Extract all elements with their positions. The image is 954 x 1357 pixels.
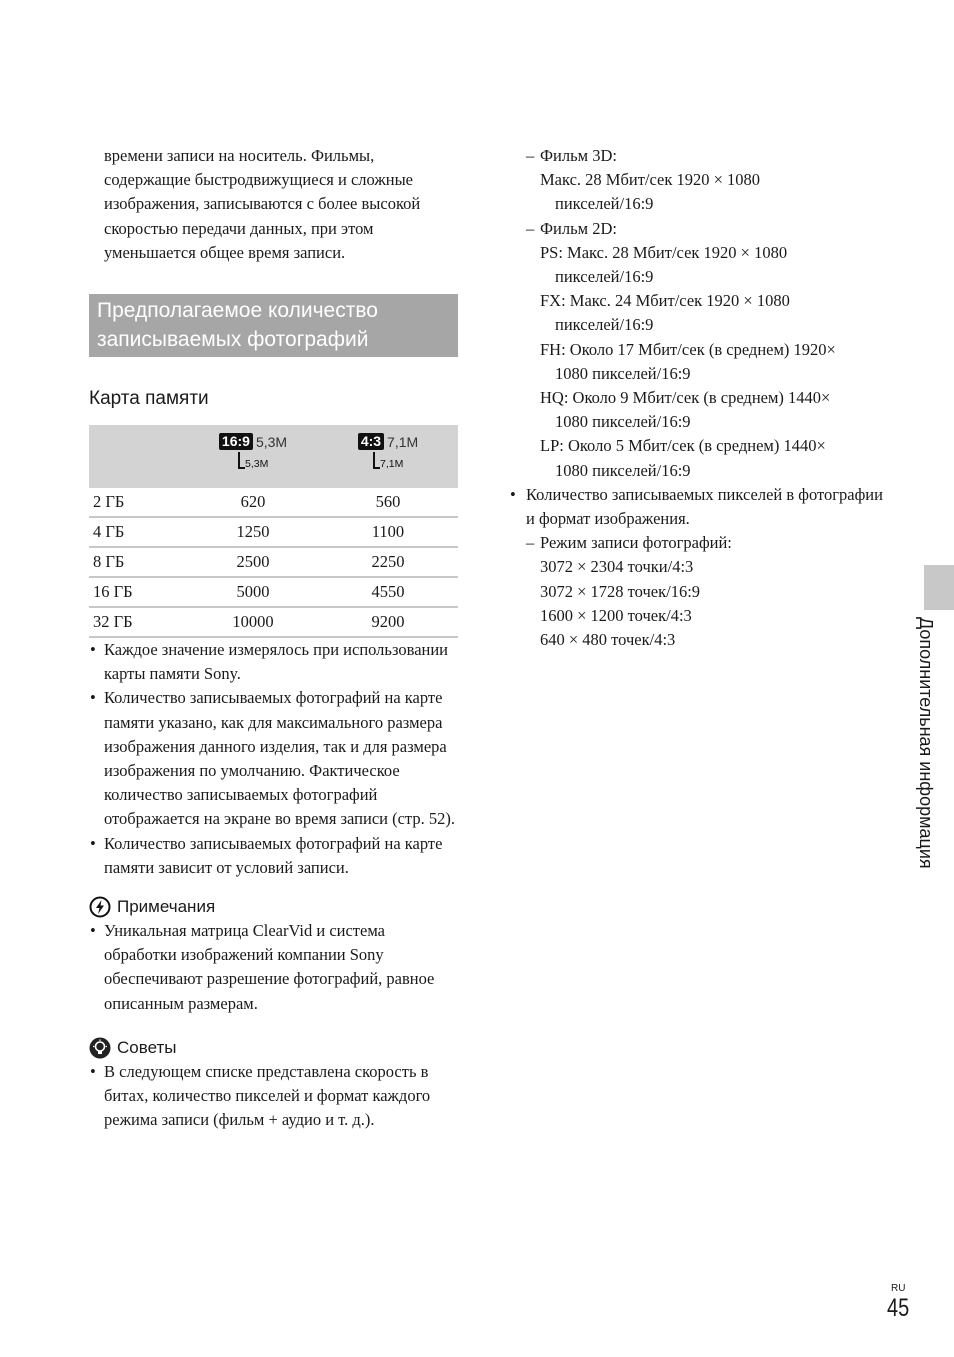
list-item: • Количество записываемых фотографий на карте памяти зависит от условий записи.: [89, 832, 459, 880]
list-item: • Уникальная матрица ClearVid и система обработки изображений компании Sony обеспечивают разрешение фотографий, равное описанным размерам.: [89, 919, 459, 1016]
film-3d-line2: пикселей/16:9: [555, 194, 654, 214]
cell-value: 5000: [188, 577, 318, 607]
table-header-col2: [318, 425, 458, 488]
tips-title: Советы: [117, 1037, 177, 1057]
notes-title: Примечания: [117, 897, 216, 917]
cell-value: 1250: [188, 517, 318, 547]
ratio-16-9-icon: 16:9: [219, 433, 253, 450]
mode-line: FX: Макс. 24 Мбит/сек 1920 × 1080: [540, 291, 790, 311]
film-2d-item: – Фильм 2D:: [526, 218, 617, 238]
cell-value: 10000: [188, 607, 318, 637]
ratio-4-3-icon: 4:3: [358, 433, 384, 450]
page-number: 45: [887, 1294, 910, 1322]
image-size-icon: 5,3M: [238, 452, 268, 469]
photo-size-line: 3072 × 1728 точек/16:9: [540, 581, 701, 601]
mode-line-cont: пикселей/16:9: [555, 315, 654, 335]
film-3d-line1: Макс. 28 Мбит/сек 1920 × 1080: [540, 170, 761, 190]
mode-line: PS: Макс. 28 Мбит/сек 1920 × 1080: [540, 242, 788, 262]
table-header-col1: [188, 425, 318, 488]
tips-heading: [89, 1036, 459, 1060]
cell-value: 560: [318, 488, 458, 517]
table-row: [89, 488, 458, 517]
table-header-empty: [89, 425, 188, 488]
row-label: 32 ГБ: [89, 607, 188, 637]
photo-size-line: 1600 × 1200 точек/4:3: [540, 605, 692, 625]
notes-heading: [89, 895, 459, 919]
col2-size: 7,1M: [387, 433, 419, 450]
cell-value: 1100: [318, 517, 458, 547]
mode-line: HQ: Около 9 Мбит/сек (в среднем) 1440×: [540, 388, 831, 408]
cell-value: 2500: [188, 547, 318, 577]
mode-line: FH: Около 17 Мбит/сек (в среднем) 1920×: [540, 339, 836, 359]
mode-line: LP: Около 5 Мбит/сек (в среднем) 1440×: [540, 436, 826, 456]
tips-list: [89, 1060, 459, 1133]
photo-bullet: • Количество записываемых пикселей в фотографии и формат изображения.: [510, 484, 883, 529]
col1-size: 5,3M: [255, 433, 288, 450]
side-tab-marker: [924, 565, 954, 610]
list-item: • В следующем списке представлена скорость в битах, количество пикселей и формат каждого режима записи (фильм + аудио и т. д.).: [89, 1060, 459, 1133]
cell-value: 620: [188, 488, 318, 517]
left-column: [89, 144, 459, 1132]
mode-line-cont: 1080 пикселей/16:9: [555, 460, 691, 480]
section-title: Предполагаемое количество записываемых фотографий: [89, 294, 458, 357]
table-row: [89, 517, 458, 547]
list-item: • Количество записываемых фотографий на карте памяти указано, как для максимального размера изображения данного изделия, так и для размера изображения по умолчанию. Фактическое количество записываемых фотографий отображается на экране во время записи (стр. 52).: [89, 686, 459, 831]
mode-line-cont: 1080 пикселей/16:9: [555, 363, 691, 383]
memory-card-heading: Карта памяти: [89, 388, 209, 410]
mode-line-cont: пикселей/16:9: [555, 267, 654, 287]
mode-line-cont: 1080 пикселей/16:9: [555, 412, 691, 432]
row-label: 4 ГБ: [89, 517, 188, 547]
page-language: RU: [891, 1283, 906, 1294]
lightbulb-icon: [89, 1037, 111, 1059]
intro-paragraph: времени записи на носитель. Фильмы, содержащие быстродвижущиеся и сложные изображения, записываются с более высокой скоростью передачи данных, при этом уменьшается общее время записи.: [104, 146, 421, 262]
list-item: • Каждое значение измерялось при использовании карты памяти Sony.: [89, 638, 459, 686]
photo-size-line: 3072 × 2304 точки/4:3: [540, 557, 694, 577]
table-row: [89, 607, 458, 637]
info-bullet-list: [89, 638, 459, 880]
table-row: [89, 547, 458, 577]
cell-value: 4550: [318, 577, 458, 607]
cell-value: 2250: [318, 547, 458, 577]
cell-value: 9200: [318, 607, 458, 637]
notes-list: [89, 919, 459, 1016]
row-label: 2 ГБ: [89, 488, 188, 517]
notes-icon: [89, 896, 111, 918]
table-row: [89, 577, 458, 607]
right-column: [509, 144, 889, 652]
row-label: 16 ГБ: [89, 577, 188, 607]
image-size-icon: 7,1M: [373, 452, 403, 469]
film-3d-item: – Фильм 3D:: [526, 146, 617, 165]
side-tab-label: Дополнительная информация: [916, 617, 936, 869]
photo-count-table: [89, 425, 458, 638]
row-label: 8 ГБ: [89, 547, 188, 577]
photo-mode-item: – Режим записи фотографий:: [526, 533, 732, 553]
table-header-row: [89, 425, 458, 488]
photo-size-line: 640 × 480 точек/4:3: [540, 630, 676, 650]
